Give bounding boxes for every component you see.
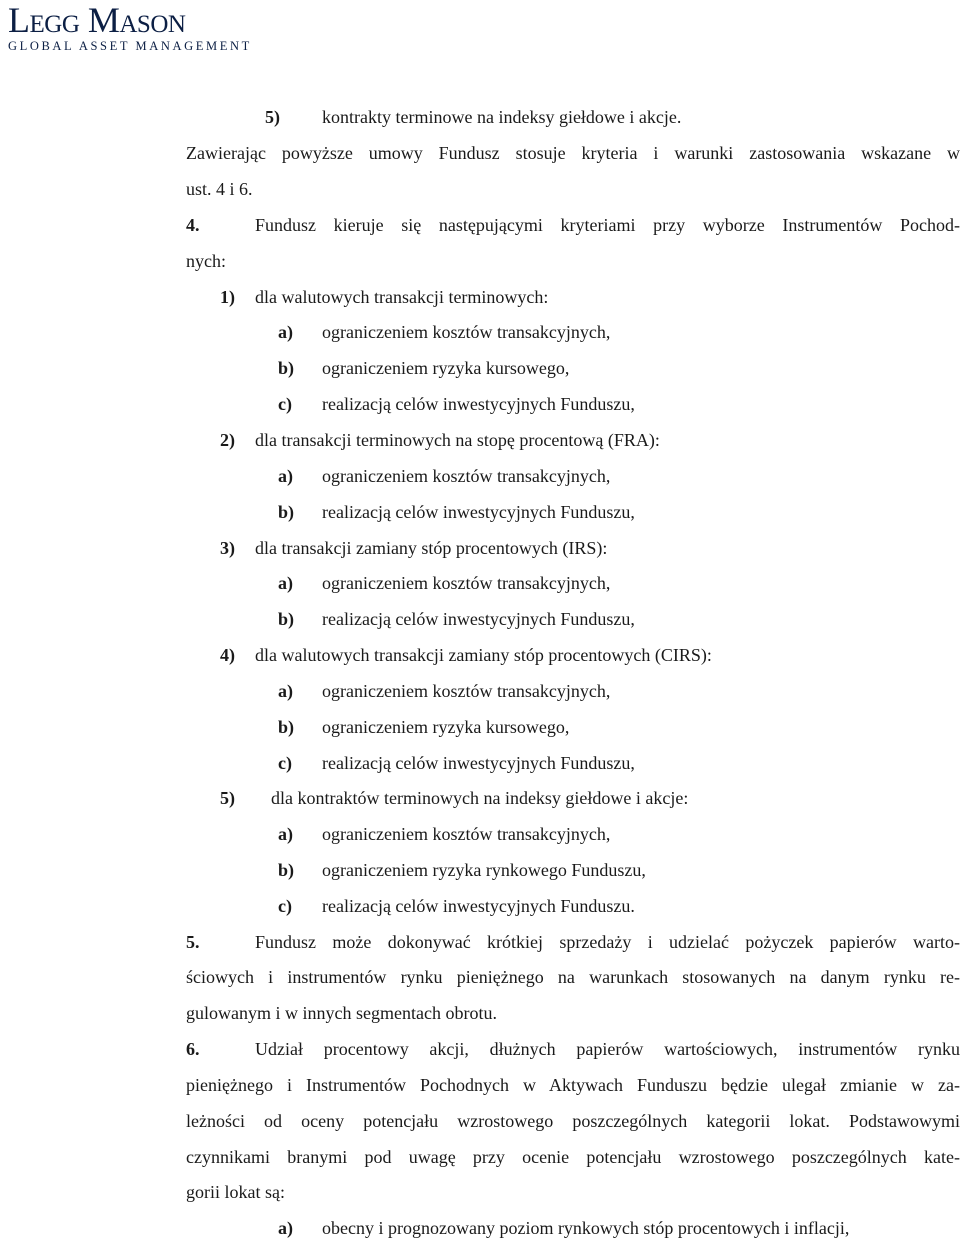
sublist-letter: a): [278, 1218, 293, 1238]
paragraph-line: gorii lokat są:: [186, 1182, 285, 1202]
sublist-item-text: realizacją celów inwestycyjnych Funduszu,: [322, 609, 635, 629]
sublist-letter: c): [278, 394, 292, 414]
sublist-item-text: realizacją celów inwestycyjnych Funduszu.: [322, 896, 635, 916]
paragraph-line: nych:: [186, 251, 226, 271]
list-item-text: dla walutowych transakcji zamiany stóp procentowych (CIRS):: [255, 645, 712, 665]
sublist-letter: a): [278, 322, 293, 342]
list-item-text: dla kontraktów terminowych na indeksy giełdowe i akcje:: [271, 788, 689, 808]
sublist-item-text: realizacją celów inwestycyjnych Funduszu,: [322, 502, 635, 522]
logo-wordmark: Legg Mason: [8, 0, 186, 40]
paragraph-line: ust. 4 i 6.: [186, 179, 253, 199]
sublist-letter: b): [278, 502, 295, 522]
legg-mason-logo: [8, 0, 252, 53]
list-number: 5): [220, 788, 235, 808]
sublist-item-text: ograniczeniem kosztów transakcyjnych,: [322, 466, 611, 486]
list-number: 3): [220, 538, 235, 558]
list-item-text: dla transakcji terminowych na stopę procentową (FRA):: [255, 430, 660, 450]
list-item-text: kontrakty terminowe na indeksy giełdowe i akcje.: [322, 107, 682, 127]
sublist-item-text: ograniczeniem kosztów transakcyjnych,: [322, 322, 611, 342]
sublist-letter: a): [278, 573, 293, 593]
list-number: 1): [220, 287, 235, 307]
paragraph-line: pieniężnego i Instrumentów Pochodnych w Aktywach Funduszu będzie ulegał zmianie w za-: [186, 1075, 960, 1095]
section-number: 5.: [186, 932, 200, 952]
sublist-item-text: realizacją celów inwestycyjnych Funduszu,: [322, 753, 635, 773]
list-number: 4): [220, 645, 235, 665]
sublist-letter: a): [278, 681, 293, 701]
sublist-letter: a): [278, 466, 293, 486]
sublist-item-text: ograniczeniem kosztów transakcyjnych,: [322, 573, 611, 593]
section-number: 4.: [186, 215, 200, 235]
sublist-letter: a): [278, 824, 293, 844]
paragraph-line: leżności od oceny potencjału wzrostowego poszczególnych kategorii lokat. Podstawowymi: [186, 1111, 960, 1131]
list-number: 5): [265, 107, 280, 127]
sublist-item-text: ograniczeniem ryzyka rynkowego Funduszu,: [322, 860, 646, 880]
sublist-item-text: realizacją celów inwestycyjnych Funduszu,: [322, 394, 635, 414]
sublist-item-text: ograniczeniem kosztów transakcyjnych,: [322, 681, 611, 701]
sublist-item-text: ograniczeniem kosztów transakcyjnych,: [322, 824, 611, 844]
list-item-text: dla walutowych transakcji terminowych:: [255, 287, 549, 307]
sublist-letter: b): [278, 717, 295, 737]
paragraph-line: Zawierając powyższe umowy Fundusz stosuje kryteria i warunki zastosowania wskazane w: [186, 143, 960, 163]
sublist-item-text: ograniczeniem ryzyka kursowego,: [322, 358, 570, 378]
sublist-letter: b): [278, 358, 295, 378]
paragraph-line: Fundusz kieruje się następującymi kryteriami przy wyborze Instrumentów Pochod-: [255, 215, 960, 235]
section-number: 6.: [186, 1039, 200, 1059]
sublist-letter: b): [278, 860, 295, 880]
paragraph-line: ściowych i instrumentów rynku pieniężnego na warunkach stosowanych na danym rynku re-: [186, 967, 960, 987]
logo-tagline: GLOBAL ASSET MANAGEMENT: [8, 39, 252, 53]
sublist-item-text: ograniczeniem ryzyka kursowego,: [322, 717, 570, 737]
paragraph-line: Fundusz może dokonywać krótkiej sprzedaży i udzielać pożyczek papierów warto-: [255, 932, 960, 952]
list-number: 2): [220, 430, 235, 450]
paragraph-line: Udział procentowy akcji, dłużnych papierów wartościowych, instrumentów rynku: [255, 1039, 960, 1059]
list-item-text: dla transakcji zamiany stóp procentowych (IRS):: [255, 538, 608, 558]
paragraph-line: czynnikami branymi pod uwagę przy ocenie potencjału wzrostowego poszczególnych kate-: [186, 1147, 960, 1167]
sublist-letter: b): [278, 609, 295, 629]
sublist-item-text: obecny i prognozowany poziom rynkowych stóp procentowych i inflacji,: [322, 1218, 850, 1238]
sublist-letter: c): [278, 896, 292, 916]
sublist-letter: c): [278, 753, 292, 773]
paragraph-line: gulowanym i w innych segmentach obrotu.: [186, 1003, 497, 1023]
